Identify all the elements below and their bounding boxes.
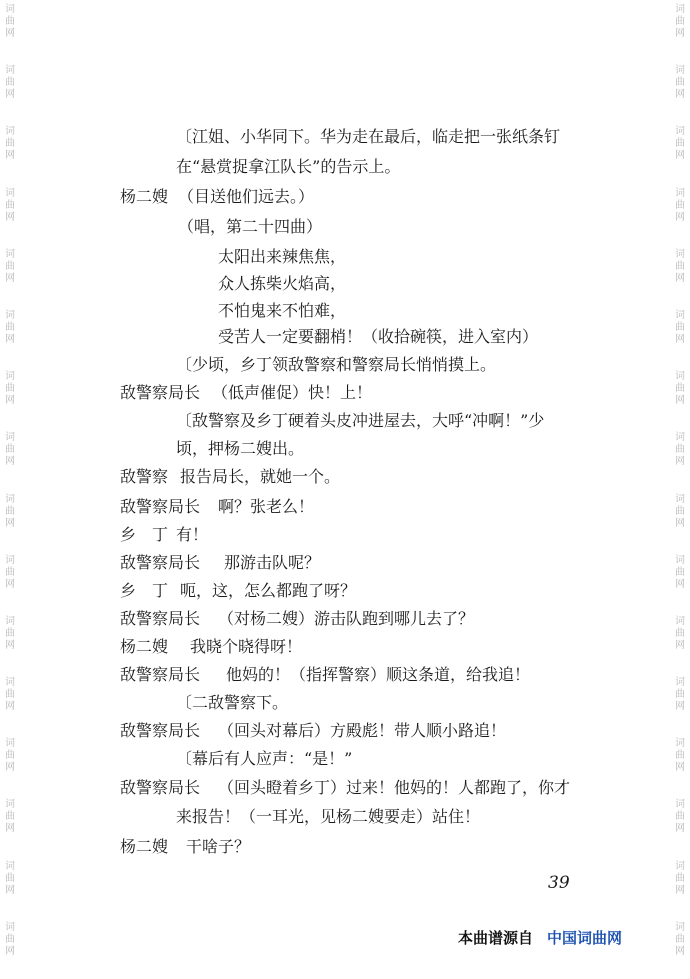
watermark-char: 曲: [675, 505, 685, 517]
watermark-char: 词: [675, 921, 685, 933]
watermark-group: [675, 306, 685, 367]
watermark-char: 词: [675, 677, 685, 689]
watermark-char: 网: [5, 28, 15, 39]
watermark-group: [675, 673, 685, 734]
dialogue-line: 乡 丁 呃，这，怎么都跑了呀？: [120, 581, 357, 600]
watermark-group: [675, 122, 685, 183]
watermark-char: 曲: [5, 566, 15, 578]
dialogue-line: 杨二嫂 （目送他们远去。）: [120, 187, 315, 206]
watermark-group: [675, 428, 685, 489]
watermark-char: 词: [5, 432, 15, 444]
watermark-char: 网: [675, 272, 685, 284]
watermark-char: 曲: [675, 321, 685, 333]
watermark-group: [5, 367, 15, 428]
dialogue-line: 敌警察局长 他妈的！（指挥警察）顺这条道，给我追！: [120, 665, 531, 684]
watermark-group: [5, 673, 15, 734]
dialogue-line: 杨二嫂 干啥子？: [120, 837, 251, 856]
speaker-name: 敌警察局长: [120, 497, 201, 516]
watermark-group: [5, 428, 15, 489]
watermark-char: 网: [5, 89, 15, 101]
watermark-group: [675, 490, 685, 551]
lyric-line: 不怕鬼来不怕难，: [218, 301, 347, 320]
watermark-char: 词: [675, 65, 685, 77]
watermark-char: 曲: [675, 16, 685, 27]
watermark-char: 曲: [5, 138, 15, 150]
speaker-name: 杨二嫂: [120, 187, 169, 206]
watermark-char: 词: [675, 248, 685, 260]
stage-direction: 〔少顷，乡丁领敌警察和警察局长悄悄摸上。: [176, 355, 497, 374]
watermark-char: 网: [675, 89, 685, 101]
dialogue-line: 敌警察局长 （低声催促）快！上！: [120, 383, 373, 402]
stage-direction: 〔敌警察及乡丁硬着头皮冲进屋去，大呼“冲啊！”少: [176, 411, 545, 430]
watermark-group: [5, 61, 15, 122]
watermark-group: [5, 245, 15, 306]
dialogue-line: 杨二嫂 我晓个晓得呀！: [120, 637, 303, 656]
watermark-char: 曲: [675, 138, 685, 150]
watermark-char: 词: [675, 371, 685, 383]
watermark-char: 网: [675, 578, 685, 590]
watermark-char: 网: [5, 945, 15, 957]
watermark-char: 网: [5, 333, 15, 345]
watermark-char: 网: [675, 945, 685, 957]
watermark-char: 网: [675, 333, 685, 345]
watermark-char: 网: [675, 823, 685, 835]
stage-direction: 〔二敌警察下。: [176, 693, 289, 712]
watermark-char: 网: [675, 211, 685, 223]
watermark-char: 词: [675, 309, 685, 321]
source-footer: [458, 927, 622, 948]
speaker-name: 敌警察局长: [120, 665, 201, 684]
watermark-char: 词: [675, 860, 685, 872]
watermark-char: 曲: [5, 627, 15, 639]
watermark-char: 曲: [5, 77, 15, 89]
watermark-char: 词: [5, 126, 15, 138]
right-watermark-strip: [672, 0, 688, 979]
watermark-char: 网: [5, 211, 15, 223]
speaker-name: 敌警察局长: [120, 553, 201, 572]
speaker-name: 敌警察局长: [120, 721, 201, 740]
watermark-group: [5, 122, 15, 183]
watermark-char: 网: [675, 639, 685, 651]
speaker-name: 敌警察局长: [120, 383, 201, 402]
watermark-char: 曲: [5, 505, 15, 517]
source-label: 本曲谱源自: [458, 929, 534, 947]
watermark-char: 曲: [5, 933, 15, 945]
watermark-char: 词: [675, 554, 685, 566]
watermark-char: 网: [5, 762, 15, 774]
dialogue-line: 敌警察局长 那游击队呢？: [120, 553, 321, 572]
watermark-char: 曲: [5, 321, 15, 333]
speaker-name: 敌警察局长: [120, 609, 201, 628]
watermark-char: 网: [5, 456, 15, 468]
watermark-group: [5, 795, 15, 856]
watermark-char: 词: [675, 187, 685, 199]
watermark-char: 网: [5, 578, 15, 590]
watermark-group: [675, 734, 685, 795]
watermark-group: [5, 551, 15, 612]
watermark-char: 曲: [675, 260, 685, 272]
watermark-char: 词: [5, 615, 15, 627]
watermark-char: 网: [5, 272, 15, 284]
watermark-char: 曲: [675, 627, 685, 639]
watermark-char: 曲: [675, 566, 685, 578]
speaker-name: 杨二嫂: [120, 637, 169, 656]
watermark-char: 曲: [675, 872, 685, 884]
watermark-char: 词: [5, 799, 15, 811]
watermark-char: 词: [5, 65, 15, 77]
watermark-group: [5, 612, 15, 673]
watermark-char: 曲: [5, 199, 15, 211]
left-watermark-strip: [2, 0, 18, 979]
watermark-char: 网: [5, 517, 15, 529]
page-number: 39: [548, 873, 570, 893]
watermark-group: [5, 0, 15, 61]
watermark-char: 曲: [5, 16, 15, 27]
watermark-char: 词: [675, 615, 685, 627]
watermark-group: [675, 367, 685, 428]
watermark-group: [675, 795, 685, 856]
watermark-group: [675, 551, 685, 612]
watermark-group: [5, 918, 15, 979]
watermark-char: 词: [5, 187, 15, 199]
speaker-name: 杨二嫂: [120, 837, 169, 856]
stage-direction: 〔江姐、小华同下。华为走在最后，临走把一张纸条钉: [176, 127, 561, 146]
watermark-char: 曲: [5, 811, 15, 823]
dialogue-line: 敌警察局长 （回头对幕后）方殿彪！带人顺小路追！: [120, 721, 507, 740]
watermark-group: [5, 490, 15, 551]
watermark-group: [5, 734, 15, 795]
lyric-line: 众人拣柴火焰高，: [218, 274, 347, 293]
watermark-char: 词: [675, 799, 685, 811]
watermark-char: 曲: [675, 383, 685, 395]
watermark-char: 曲: [675, 750, 685, 762]
watermark-char: 网: [675, 456, 685, 468]
watermark-group: [675, 612, 685, 673]
watermark-char: 词: [5, 860, 15, 872]
watermark-group: [675, 857, 685, 918]
dialogue-continuation: 来报告！（一耳光，见杨二嫂要走）站住！: [176, 807, 481, 826]
watermark-char: 词: [675, 493, 685, 505]
watermark-char: 网: [675, 762, 685, 774]
watermark-group: [675, 61, 685, 122]
dialogue-line: 敌警察局长 啊？张老么！: [120, 497, 315, 516]
watermark-char: 网: [675, 150, 685, 162]
watermark-char: 曲: [675, 811, 685, 823]
watermark-char: 曲: [5, 689, 15, 701]
watermark-char: 网: [675, 28, 685, 39]
speaker-name: 敌警察: [120, 467, 169, 486]
dialogue-line: 敌警察 报告局长，就她一个。: [120, 467, 341, 486]
watermark-char: 词: [5, 371, 15, 383]
watermark-char: 网: [5, 150, 15, 162]
watermark-char: 词: [5, 248, 15, 260]
watermark-char: 网: [5, 823, 15, 835]
watermark-char: 曲: [675, 77, 685, 89]
watermark-group: [5, 184, 15, 245]
watermark-char: 曲: [675, 689, 685, 701]
watermark-char: 词: [5, 309, 15, 321]
watermark-char: 网: [5, 639, 15, 651]
watermark-char: 曲: [675, 933, 685, 945]
watermark-group: [675, 184, 685, 245]
site-name-link[interactable]: 中国词曲网: [547, 929, 623, 947]
watermark-char: 词: [675, 126, 685, 138]
stage-direction: 〔幕后有人应声：“是！”: [176, 749, 353, 768]
watermark-char: 曲: [5, 444, 15, 456]
watermark-char: 曲: [675, 444, 685, 456]
watermark-char: 网: [5, 395, 15, 407]
watermark-group: [675, 918, 685, 979]
watermark-group: [675, 245, 685, 306]
watermark-char: 曲: [5, 383, 15, 395]
speaker-name: 乡 丁: [120, 581, 169, 600]
watermark-char: 词: [5, 554, 15, 566]
dialogue-line: 敌警察局长 （对杨二嫂）游击队跑到哪儿去了？: [120, 609, 475, 628]
watermark-char: 词: [5, 738, 15, 750]
watermark-char: 词: [5, 677, 15, 689]
watermark-group: [5, 857, 15, 918]
watermark-char: 网: [5, 884, 15, 896]
watermark-char: 网: [675, 395, 685, 407]
stage-direction: 在“悬赏捉拿江队长”的告示上。: [176, 157, 401, 176]
watermark-char: 网: [5, 701, 15, 713]
watermark-char: 网: [675, 701, 685, 713]
speaker-name: 敌警察局长: [120, 778, 201, 797]
watermark-char: 词: [5, 921, 15, 933]
watermark-char: 词: [5, 493, 15, 505]
watermark-char: 词: [675, 432, 685, 444]
watermark-char: 曲: [5, 750, 15, 762]
watermark-group: [675, 0, 685, 61]
watermark-char: 词: [675, 738, 685, 750]
dialogue-line: 乡 丁 有！: [120, 525, 209, 544]
lyric-line: 太阳出来辣焦焦，: [218, 247, 347, 266]
watermark-char: 曲: [675, 199, 685, 211]
dialogue-line: 敌警察局长 （回头瞪着乡丁）过来！他妈的！人都跑了，你才: [120, 778, 571, 797]
watermark-char: 曲: [5, 872, 15, 884]
watermark-char: 词: [5, 4, 15, 15]
watermark-char: 网: [675, 517, 685, 529]
stage-direction: 顷，押杨二嫂出。: [176, 439, 305, 458]
lyric-line: 受苦人一定要翻梢！（收拾碗筷，进入室内）: [218, 327, 539, 346]
watermark-group: [5, 306, 15, 367]
watermark-char: 曲: [5, 260, 15, 272]
stage-direction: （唱，第二十四曲）: [178, 217, 323, 236]
watermark-char: 词: [675, 4, 685, 15]
speaker-name: 乡 丁: [120, 525, 169, 544]
watermark-char: 网: [675, 884, 685, 896]
